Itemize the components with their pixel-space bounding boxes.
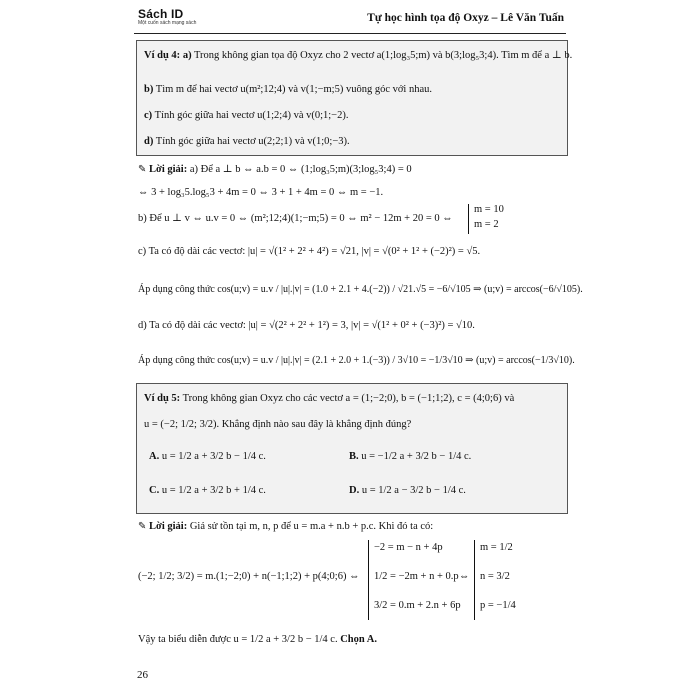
logo-title: Sách ID xyxy=(138,7,184,21)
example-label: Ví dụ 4: xyxy=(144,50,181,61)
pencil-icon: ✎ xyxy=(138,521,147,532)
example-5-text1: Trong không gian Oxyz cho các vectơ a = (1;−2;0), b = (−1;1;2), c = (4;0;6) và xyxy=(182,393,515,404)
example-5-line2: u = (−2; 1/2; 3/2). Khẳng định nào sau đây là khẳng định đúng? xyxy=(144,419,412,430)
option-label: A. xyxy=(149,451,160,462)
example-4-b-text: Tìm m để hai vectơ u(m²;12;4) và v(1;−m;5) vuông góc với nhau. xyxy=(155,84,432,95)
answer-text: Chọn A. xyxy=(340,634,377,645)
book-title: Tự học hình tọa độ Oxyz – Lê Văn Tuấn xyxy=(367,12,564,24)
solution-4-c-line: c) Ta có độ dài các vectơ: |u| = √(1² + 2² + 4²) = √21, |v| = √(0² + 1² + (−2)²) = √5. xyxy=(138,246,481,257)
solution-4-a-line2: ⇔ 3 + log₃5.log₅3 + 4m = 0 ⇔ 3 + 1 + 4m = 0 ⇔ m = −1. xyxy=(138,187,384,198)
solution-heading: Lời giải: xyxy=(149,521,188,532)
option-a xyxy=(149,450,266,463)
option-text: u = 1/2 a + 3/2 b + 1/4 c. xyxy=(161,485,266,496)
example-4-part-d xyxy=(144,135,350,148)
equivalence-arrow: ⇔ xyxy=(459,571,470,582)
conclusion-text: Vậy ta biểu diễn được u = 1/2 a + 3/2 b − 1/4 c. xyxy=(138,634,338,645)
example-4-a-text: Trong không gian tọa độ Oxyz cho 2 vectơ a(1;log₃5;m) và b(3;log₅3;4). Tìm m để a ⊥ b. xyxy=(194,50,573,61)
solution-5-conclusion xyxy=(138,633,377,646)
system-row: m = 2 xyxy=(474,219,499,230)
part-label: b) xyxy=(144,84,154,95)
system-row: m = 10 xyxy=(474,204,504,215)
option-text: u = 1/2 a − 3/2 b − 1/4 c. xyxy=(361,485,466,496)
solution-5-intro-text: Giả sử tồn tại m, n, p để u = m.a + n.b + p.c. Khi đó ta có: xyxy=(189,521,434,532)
option-c xyxy=(149,484,266,497)
system-row: p = −1/4 xyxy=(480,600,516,611)
example-label: Ví dụ 5: xyxy=(144,393,181,404)
example-4-part-c xyxy=(144,109,348,122)
option-text: u = 1/2 a + 3/2 b − 1/4 c. xyxy=(161,451,266,462)
example-4-part-b xyxy=(144,83,432,96)
part-label: a) xyxy=(182,50,192,61)
solution-4-a-text: a) Để a ⊥ b ⇔ a.b = 0 ⇔ (1;log₃5;m)(3;log₅3;4) = 0 xyxy=(189,164,412,175)
system-row: n = 3/2 xyxy=(480,571,510,582)
solution-5-system-2 xyxy=(474,540,516,620)
solution-5-equation: (−2; 1/2; 3/2) = m.(1;−2;0) + n(−1;1;2) + p(4;0;6) ⇔ xyxy=(138,571,360,582)
example-4-c-text: Tính góc giữa hai vectơ u(1;2;4) và v(0;1;−2). xyxy=(154,110,349,121)
system-row: −2 = m − n + 4p xyxy=(374,542,443,553)
solution-heading: Lời giải: xyxy=(149,164,188,175)
option-label: C. xyxy=(149,485,160,496)
part-label: d) xyxy=(144,136,154,147)
example-5-line1 xyxy=(144,392,514,405)
solution-5-system-1 xyxy=(368,540,461,620)
logo-subtitle: Một cuốn sách mạng sách xyxy=(138,20,197,26)
example-4-d-text: Tính góc giữa hai vectơ u(2;2;1) và v(1;0;−3). xyxy=(155,136,350,147)
page-header xyxy=(134,6,566,34)
option-label: D. xyxy=(349,485,360,496)
option-b xyxy=(349,450,471,463)
option-text: u = −1/2 a + 3/2 b − 1/4 c. xyxy=(361,451,472,462)
example-5-box xyxy=(136,383,568,514)
system-row: 3/2 = 0.m + 2.n + 6p xyxy=(374,600,461,611)
solution-4-d-line: d) Ta có độ dài các vectơ: |u| = √(2² + 2² + 1²) = 3, |v| = √(1² + 0² + (−3)²) = √10. xyxy=(138,320,475,331)
solution-4-c-apply: Áp dụng công thức cos(u;v) = u.v / |u|.|v| = (1.0 + 2.1 + 4.(−2)) / √21.√5 = −6/√105 ⇒ (u;v) = arccos(−6/√105). xyxy=(138,284,583,295)
option-d xyxy=(349,484,466,497)
solution-4-a-line1 xyxy=(138,163,412,176)
example-4-part-a xyxy=(144,49,572,62)
solution-4-b-line: b) Để u ⊥ v ⇔ u.v = 0 ⇔ (m²;12;4)(1;−m;5) = 0 ⇔ m² − 12m + 20 = 0 ⇔ xyxy=(138,213,453,224)
pencil-icon: ✎ xyxy=(138,164,147,175)
publisher-logo xyxy=(138,7,196,26)
example-4-box xyxy=(136,40,573,156)
solution-4-d-apply: Áp dụng công thức cos(u;v) = u.v / |u|.|v| = (2.1 + 2.0 + 1.(−3)) / 3√10 = −1/3√10 ⇒ (u;v) = arccos(−1/3√10). xyxy=(138,355,575,366)
system-row: m = 1/2 xyxy=(480,542,513,553)
solution-4-b-system xyxy=(468,204,504,234)
solution-5-intro xyxy=(138,520,433,533)
system-row: 1/2 = −2m + n + 0.p xyxy=(374,571,459,582)
option-label: B. xyxy=(349,451,359,462)
page-number: 26 xyxy=(137,669,148,681)
part-label: c) xyxy=(144,110,153,121)
